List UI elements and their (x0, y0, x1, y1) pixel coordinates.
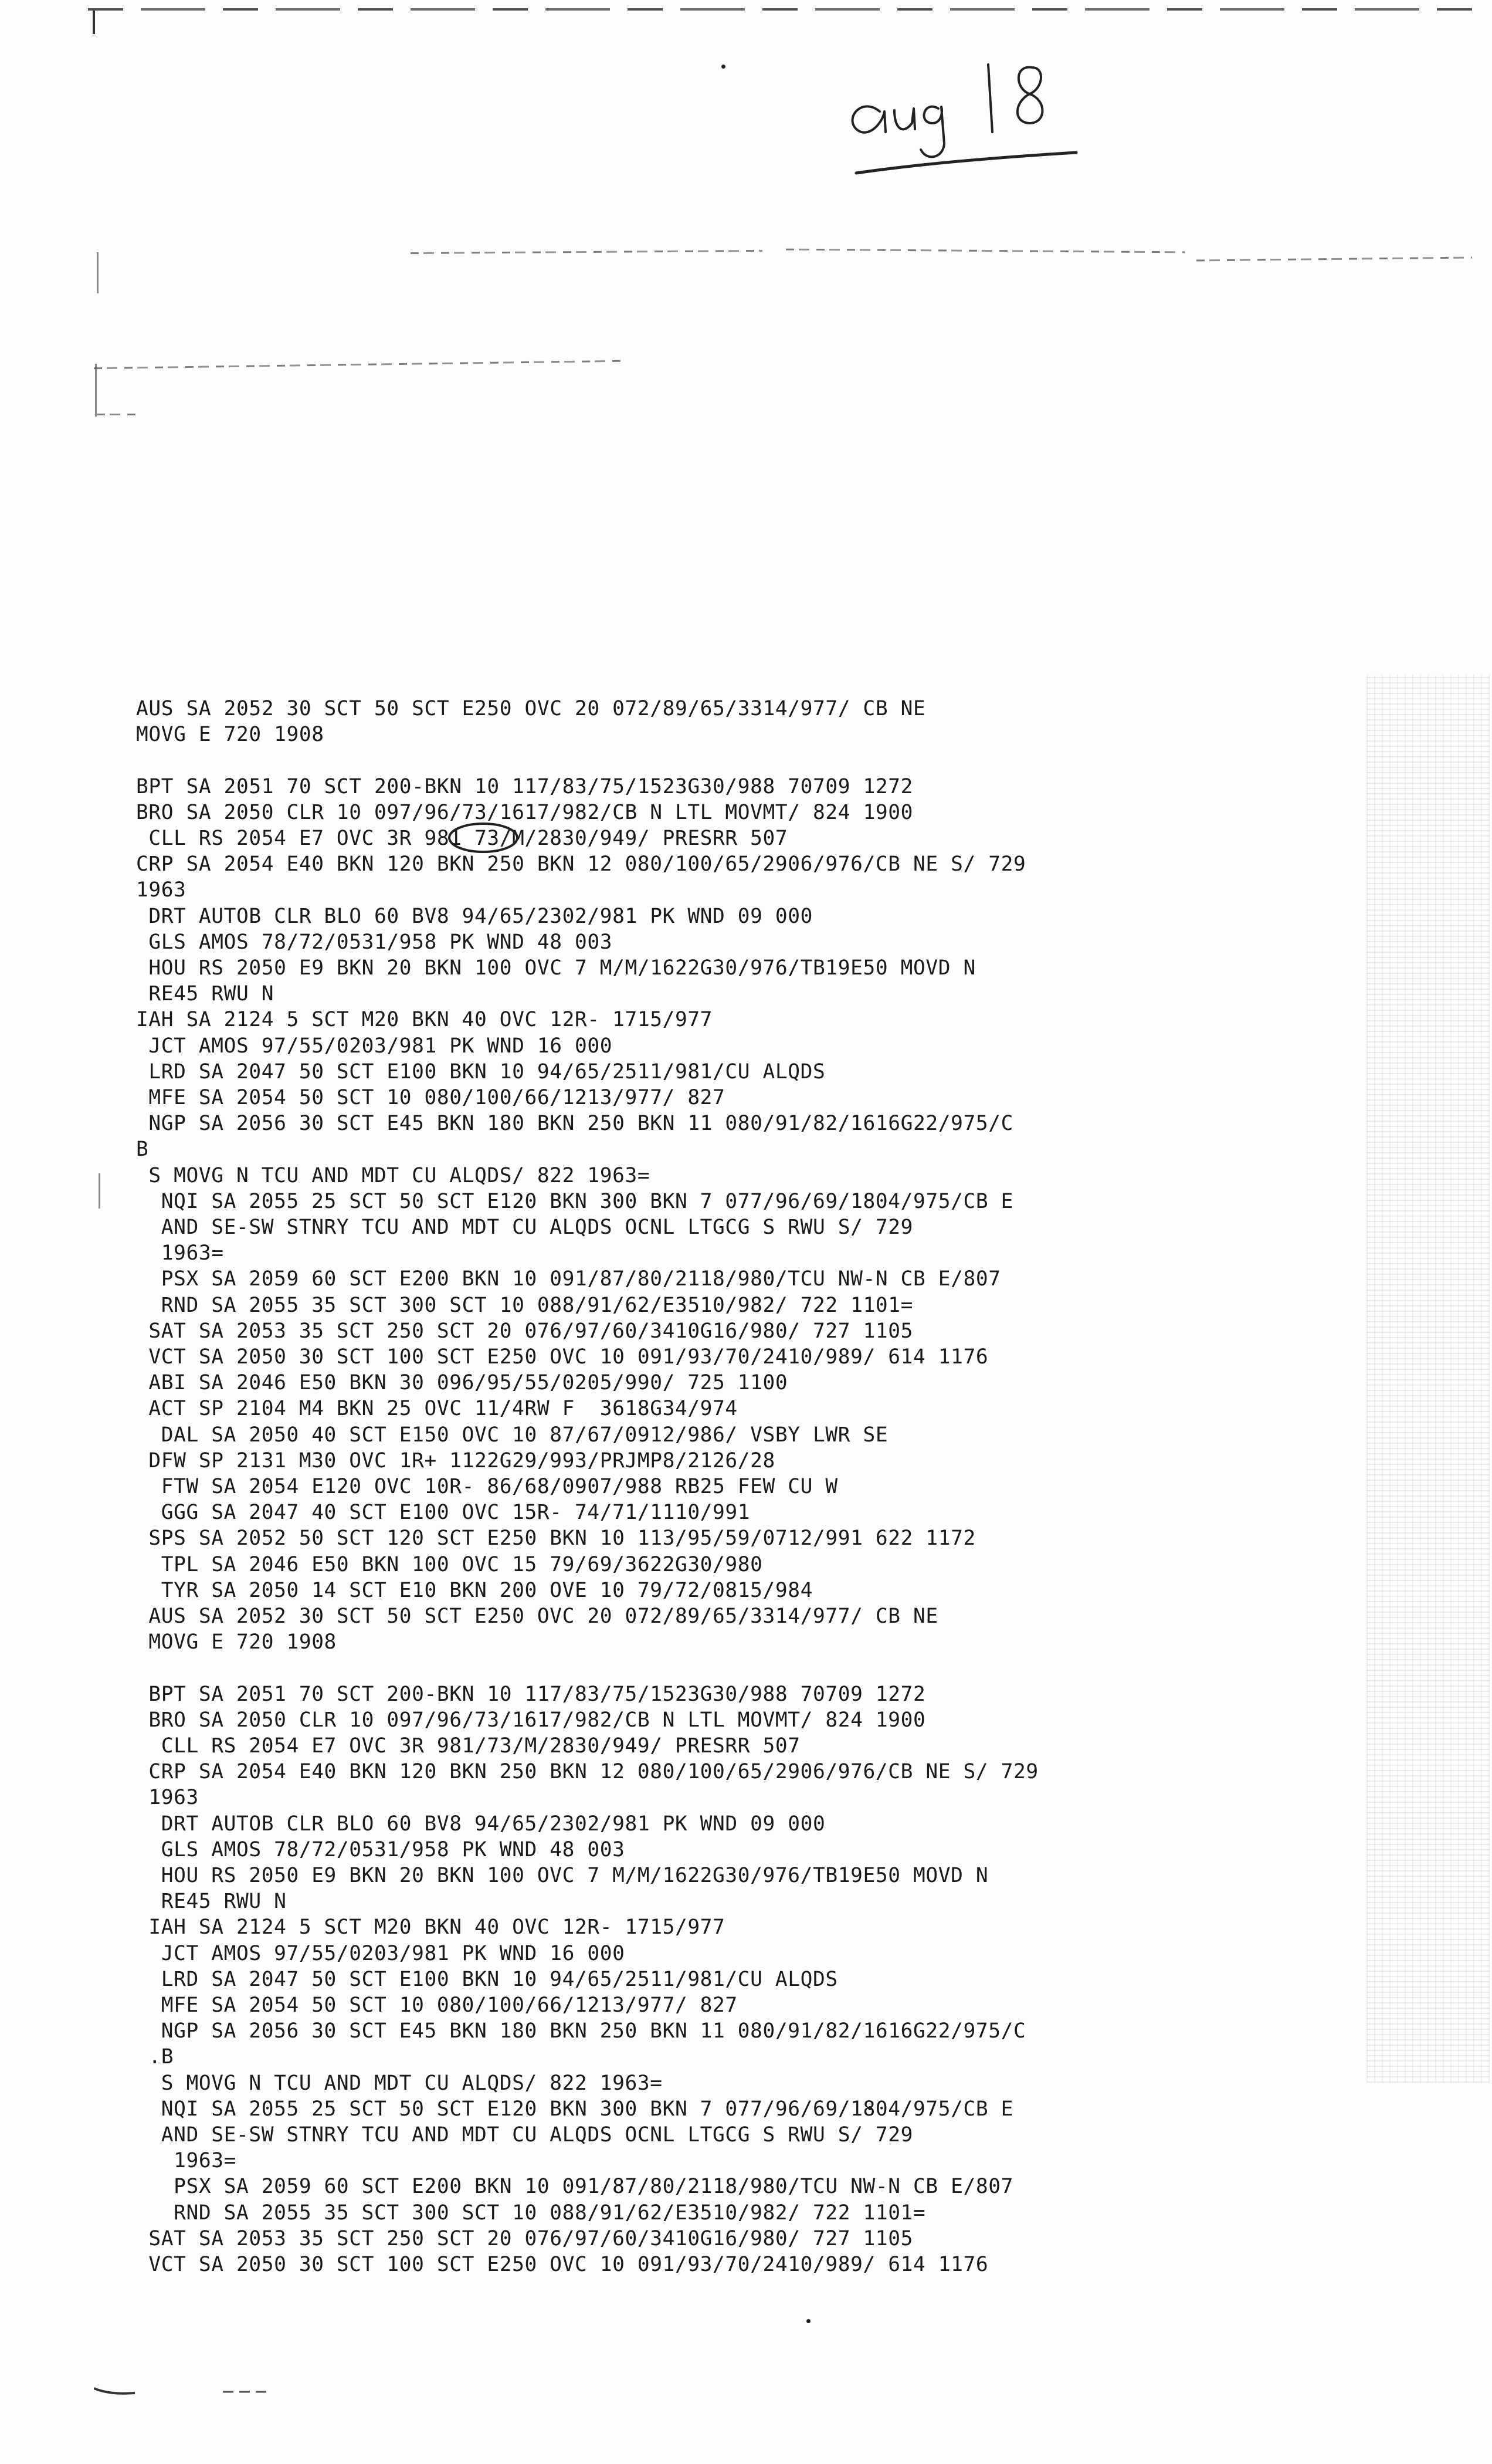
report-line: AUS SA 2052 30 SCT 50 SCT E250 OVC 20 072/89/65/3314/977/ CB NE (136, 1605, 938, 1628)
report-line: RND SA 2055 35 SCT 300 SCT 10 088/91/62/E3510/982/ 722 1101= (136, 1293, 913, 1317)
report-line: .B (136, 2045, 174, 2069)
report-line: SAT SA 2053 35 SCT 250 SCT 20 076/97/60/3410G16/980/ 727 1105 (136, 2226, 913, 2250)
report-line: SPS SA 2052 50 SCT 120 SCT E250 BKN 10 113/95/59/0712/991 622 1172 (136, 1527, 976, 1551)
handwritten-note (839, 41, 1085, 182)
report-line: DRT AUTOB CLR BLO 60 BV8 94/65/2302/981 PK WND 09 000 (136, 904, 813, 928)
report-line: IAH SA 2124 5 SCT M20 BKN 40 OVC 12R- 1715/977 (136, 1008, 713, 1032)
report-line: B (136, 1138, 149, 1162)
scan-edge-artifact (88, 8, 1484, 11)
report-line: RE45 RWU N (136, 982, 274, 1006)
report-line: DAL SA 2050 40 SCT E150 OVC 10 87/67/0912/986/ VSBY LWR SE (136, 1423, 889, 1447)
report-line: 1963= (136, 1241, 224, 1265)
report-line: S MOVG N TCU AND MDT CU ALQDS/ 822 1963= (136, 1163, 650, 1187)
scan-noise-line (97, 414, 138, 415)
report-line: AND SE-SW STNRY TCU AND MDT CU ALQDS OCNL LTGCG S RWU S/ 729 (136, 2123, 913, 2147)
report-line: VCT SA 2050 30 SCT 100 SCT E250 OVC 10 091/93/70/2410/989/ 614 1176 (136, 2253, 989, 2276)
report-line: ABI SA 2046 E50 BKN 30 096/95/55/0205/990/ 725 1100 (136, 1371, 788, 1395)
report-line: NQI SA 2055 25 SCT 50 SCT E120 BKN 300 BKN 7 077/96/69/1804/975/CB E (136, 1189, 1013, 1213)
circled-mark (446, 821, 521, 855)
report-line: LRD SA 2047 50 SCT E100 BKN 10 94/65/2511/981/CU ALQDS (136, 1060, 826, 1084)
report-line: ACT SP 2104 M4 BKN 25 OVC 11/4RW F 3618G34/974 (136, 1397, 738, 1421)
report-line: BRO SA 2050 CLR 10 097/96/73/1617/982/CB N LTL MOVMT/ 824 1900 (136, 1708, 926, 1732)
scan-bottom-mark (94, 2385, 317, 2397)
report-line: HOU RS 2050 E9 BKN 20 BKN 100 OVC 7 M/M/1622G30/976/TB19E50 MOVD N (136, 956, 976, 980)
report-line: TYR SA 2050 14 SCT E10 BKN 200 OVE 10 79/72/0815/984 (136, 1578, 813, 1602)
scan-corner-artifact (93, 11, 95, 34)
report-line: RND SA 2055 35 SCT 300 SCT 10 088/91/62/E3510/982/ 722 1101= (136, 2201, 926, 2225)
scan-noise-line (786, 249, 1185, 253)
report-line: S MOVG N TCU AND MDT CU ALQDS/ 822 1963= (136, 2071, 663, 2095)
report-line: SAT SA 2053 35 SCT 250 SCT 20 076/97/60/3410G16/980/ 727 1105 (136, 1319, 913, 1343)
report-line: 1963 (136, 1786, 199, 1810)
report-line: AND SE-SW STNRY TCU AND MDT CU ALQDS OCNL LTGCG S RWU S/ 729 (136, 1216, 913, 1239)
report-line: CRP SA 2054 E40 BKN 120 BKN 250 BKN 12 080/100/65/2906/976/CB NE S/ 729 (136, 852, 1026, 876)
right-margin-noise (1366, 675, 1490, 2083)
report-line: JCT AMOS 97/55/0203/981 PK WND 16 000 (136, 1941, 625, 1965)
scan-noise-line (411, 250, 762, 254)
report-line: MFE SA 2054 50 SCT 10 080/100/66/1213/977/ 827 (136, 1993, 738, 2017)
speck (806, 2319, 811, 2323)
report-line: PSX SA 2059 60 SCT E200 BKN 10 091/87/80/2118/980/TCU NW-N CB E/807 (136, 1267, 1001, 1291)
scan-noise-tick (99, 1173, 100, 1209)
report-line: BPT SA 2051 70 SCT 200-BKN 10 117/83/75/1523G30/988 70709 1272 (136, 774, 913, 798)
report-line: GGG SA 2047 40 SCT E100 OVC 15R- 74/71/1110/991 (136, 1501, 751, 1525)
report-line: AUS SA 2052 30 SCT 50 SCT E250 OVC 20 072/89/65/3314/977/ CB NE (136, 697, 926, 720)
scan-noise-tick (97, 252, 99, 293)
report-line: VCT SA 2050 30 SCT 100 SCT E250 OVC 10 091/93/70/2410/989/ 614 1176 (136, 1345, 989, 1369)
report-line: FTW SA 2054 E120 OVC 10R- 86/68/0907/988 RB25 FEW CU W (136, 1475, 838, 1498)
speck (721, 65, 725, 69)
report-line: IAH SA 2124 5 SCT M20 BKN 40 OVC 12R- 1715/977 (136, 1915, 725, 1940)
report-line: LRD SA 2047 50 SCT E100 BKN 10 94/65/2511/981/CU ALQDS (136, 1967, 838, 1991)
report-line: CLL RS 2054 E7 OVC 3R 981 73/M/2830/949/ PRESRR 507 (136, 827, 788, 850)
report-line: CRP SA 2054 E40 BKN 120 BKN 250 BKN 12 080/100/65/2906/976/CB NE S/ 729 (136, 1760, 1039, 1784)
report-line: 1963 (136, 878, 186, 902)
report-line: NGP SA 2056 30 SCT E45 BKN 180 BKN 250 BKN 11 080/91/82/1616G22/975/C (136, 1112, 1013, 1136)
report-line: GLS AMOS 78/72/0531/958 PK WND 48 003 (136, 1837, 625, 1861)
report-line: CLL RS 2054 E7 OVC 3R 981/73/M/2830/949/ PRESRR 507 (136, 1734, 801, 1758)
report-line: NQI SA 2055 25 SCT 50 SCT E120 BKN 300 BKN 7 077/96/69/1804/975/CB E (136, 2097, 1013, 2121)
report-line: TPL SA 2046 E50 BKN 100 OVC 15 79/69/3622G30/980 (136, 1552, 763, 1576)
report-line: HOU RS 2050 E9 BKN 20 BKN 100 OVC 7 M/M/1622G30/976/TB19E50 MOVD N (136, 1864, 989, 1887)
report-line: RE45 RWU N (136, 1890, 287, 1914)
report-line: MFE SA 2054 50 SCT 10 080/100/66/1213/977/ 827 (136, 1086, 725, 1109)
report-line: NGP SA 2056 30 SCT E45 BKN 180 BKN 250 BKN 11 080/91/82/1616G22/975/C (136, 2019, 1026, 2043)
scan-noise-tick (95, 364, 97, 417)
report-line: BRO SA 2050 CLR 10 097/96/73/1617/982/CB N LTL MOVMT/ 824 1900 (136, 800, 913, 824)
report-line: MOVG E 720 1908 (136, 723, 324, 747)
report-line: GLS AMOS 78/72/0531/958 PK WND 48 003 (136, 930, 613, 954)
report-line: MOVG E 720 1908 (136, 1630, 337, 1654)
report-line: 1963= (136, 2149, 236, 2173)
report-line: DRT AUTOB CLR BLO 60 BV8 94/65/2302/981 PK WND 09 000 (136, 1812, 826, 1836)
scan-noise-line (94, 360, 622, 370)
report-line: DFW SP 2131 M30 OVC 1R+ 1122G29/993/PRJMP8/2126/28 (136, 1448, 775, 1473)
report-line: JCT AMOS 97/55/0203/981 PK WND 16 000 (136, 1034, 613, 1058)
report-line: PSX SA 2059 60 SCT E200 BKN 10 091/87/80/2118/980/TCU NW-N CB E/807 (136, 2175, 1013, 2199)
report-line: BPT SA 2051 70 SCT 200-BKN 10 117/83/75/1523G30/988 70709 1272 (136, 1682, 926, 1706)
scan-noise-line (1196, 257, 1472, 262)
